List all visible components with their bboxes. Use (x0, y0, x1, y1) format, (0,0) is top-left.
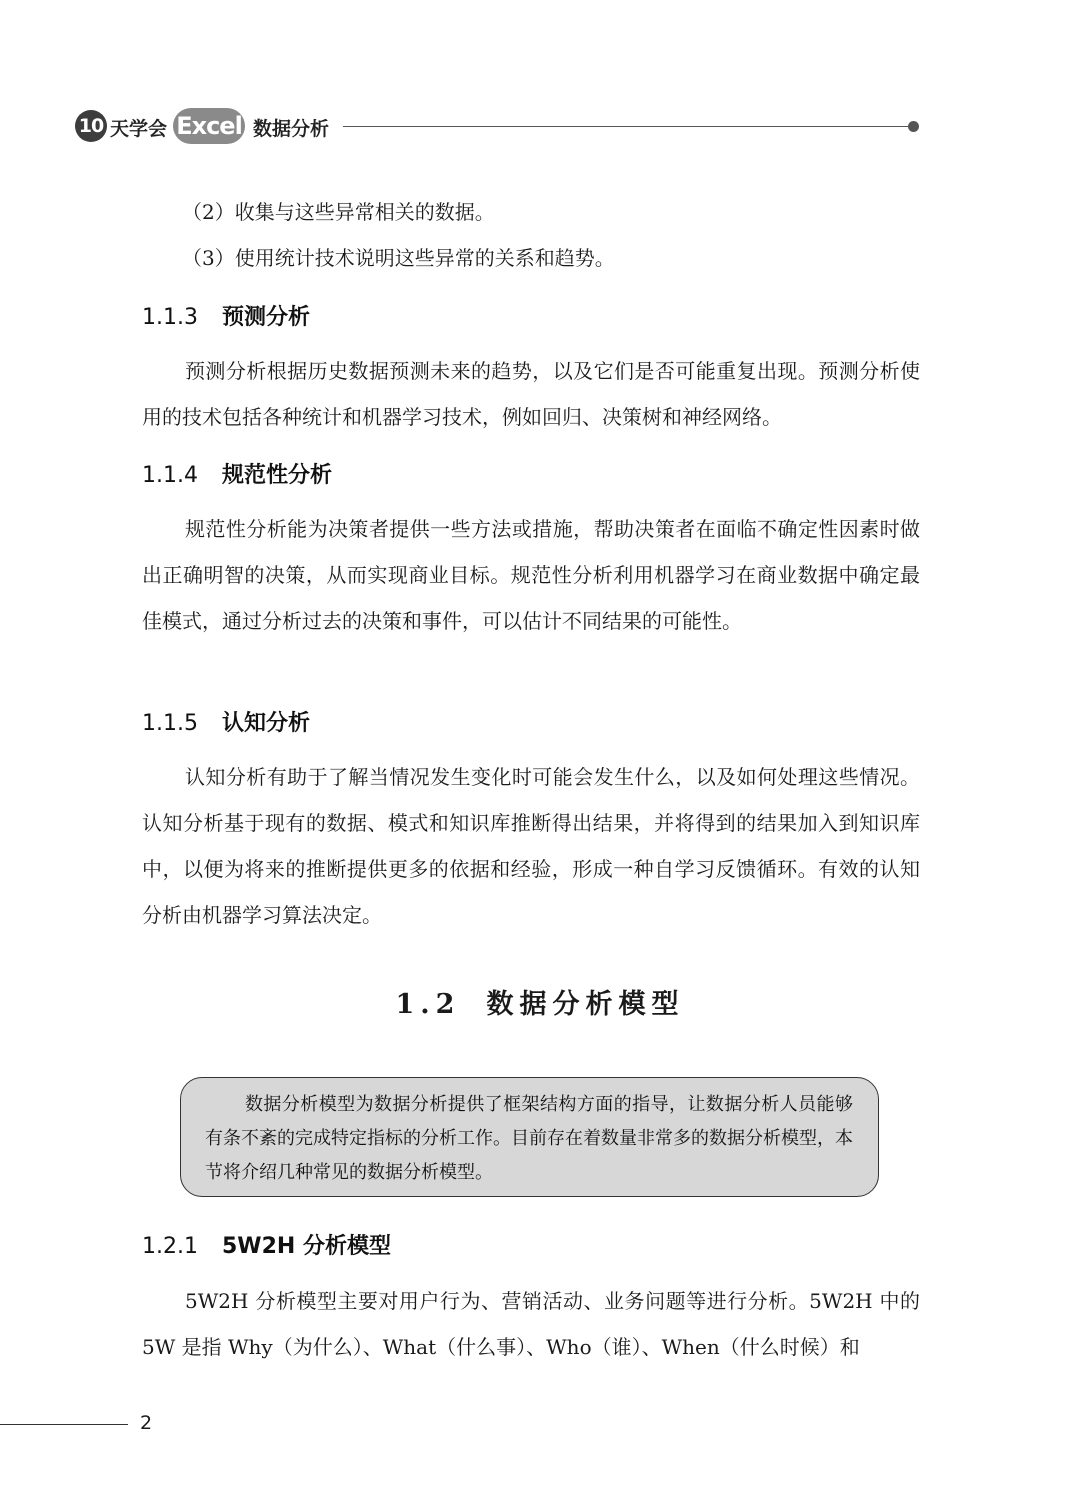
subsection-number: 1.1.5 (142, 711, 198, 736)
section-heading-1-2 (0, 982, 1080, 1021)
header-text-data-analysis: 数据分析 (253, 118, 330, 140)
paragraph-cognitive-analysis: 认知分析有助于了解当情况发生变化时可能会发生什么，以及如何处理这些情况。认知分析基于现有的数据、模式和知识库推断得出结果，并将得到的结果加入到知识库中，以便为将来的推断提供更多的依据和经验，形成一种自学习反馈循环。有效的认知分析由机器学习算法决定。 (142, 765, 920, 927)
subsection-heading-1-1-3 (142, 300, 310, 331)
summary-text: 数据分析模型为数据分析提供了框架结构方面的指导，让数据分析人员能够有条不紊的完成特定指标的分析工作。目前存在着数量非常多的数据分析模型，本节将介绍几种常见的数据分析模型。 (205, 1094, 853, 1183)
section-number: 1.2 (395, 989, 461, 1020)
excel-logo-pill: Excel (173, 108, 245, 144)
subsection-title: 认知分析 (222, 711, 311, 736)
list-item-2: （2）收集与这些异常相关的数据。 (182, 200, 495, 224)
running-header (75, 108, 920, 148)
header-text-learn: 天学会 (110, 118, 168, 140)
subsection-title: 5W2H 分析模型 (222, 1234, 391, 1259)
book-badge-number: 10 (75, 110, 107, 142)
subsection-number: 1.1.3 (142, 305, 198, 330)
paragraph-predictive-analysis: 预测分析根据历史数据预测未来的趋势，以及它们是否可能重复出现。预测分析使用的技术包括各种统计和机器学习技术，例如回归、决策树和神经网络。 (142, 359, 920, 429)
list-item-3: （3）使用统计技术说明这些异常的关系和趋势。 (182, 246, 615, 270)
subsection-heading-1-1-4 (142, 458, 332, 489)
section-title: 数据分析模型 (486, 989, 685, 1020)
paragraph-5w2h-model: 5W2H 分析模型主要对用户行为、营销活动、业务问题等进行分析。5W2H 中的 5W 是指 Why（为什么）、What（什么事）、Who（谁）、When（什么时候）和 (142, 1289, 920, 1359)
header-rule-dot (908, 121, 919, 132)
paragraph-prescriptive-analysis: 规范性分析能为决策者提供一些方法或措施，帮助决策者在面临不确定性因素时做出正确明智的决策，从而实现商业目标。规范性分析利用机器学习在商业数据中确定最佳模式，通过分析过去的决策和事件，可以估计不同结果的可能性。 (142, 517, 920, 633)
footer-rule (0, 1424, 128, 1425)
subsection-title: 预测分析 (222, 305, 311, 330)
subsection-number: 1.1.4 (142, 463, 198, 488)
subsection-heading-1-2-1 (142, 1229, 391, 1260)
section-summary-box (180, 1077, 879, 1197)
subsection-number: 1.2.1 (142, 1234, 198, 1259)
subsection-title: 规范性分析 (222, 463, 333, 488)
page-number: 2 (140, 1412, 153, 1434)
subsection-heading-1-1-5 (142, 706, 310, 737)
header-rule (343, 126, 912, 127)
